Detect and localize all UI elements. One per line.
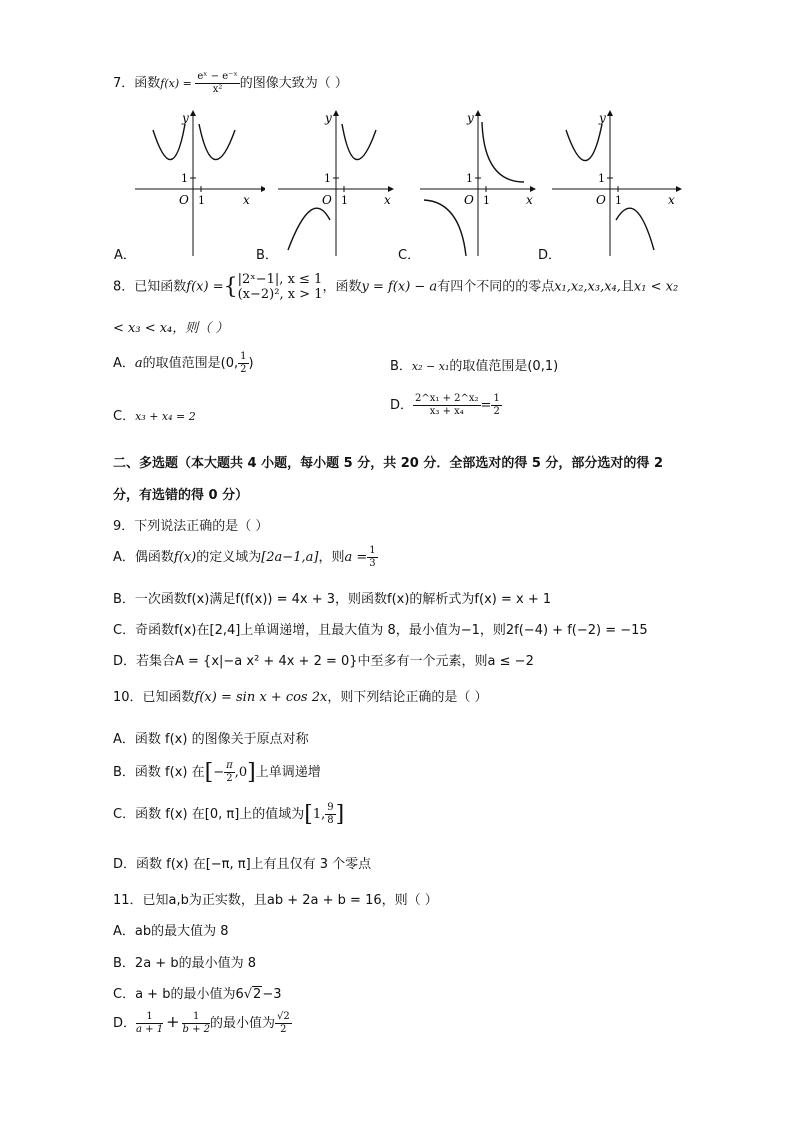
q8-stem-post: 有四个不同的的零点: [437, 279, 555, 295]
y-label: y: [182, 111, 189, 125]
q8-d-result-den: 2: [493, 406, 500, 417]
q8-a-close: ): [248, 356, 254, 371]
q8-d-den: x₃ + x₄: [429, 406, 464, 417]
q10-b-post: 上单调递增: [255, 765, 321, 780]
q9-stem: 9．下列说法正确的是（ ）: [113, 519, 269, 534]
q8-brace: {: [223, 274, 238, 300]
q7-function-label: f(x) =: [160, 77, 196, 90]
q8-b-label: B．: [390, 359, 412, 374]
q11-d-text: 的最小值为: [209, 1016, 275, 1031]
q8-stem-prefix: 8．已知函数: [113, 279, 187, 295]
q8-option-d: [390, 394, 502, 417]
x-tick-one: 1: [483, 194, 490, 207]
curve-left: [566, 124, 602, 161]
q8-d-result-num: 1: [493, 393, 500, 404]
q7-fraction-numerator: eˣ − e⁻ˣ: [197, 71, 238, 82]
curve-left: [424, 200, 466, 256]
q8-cases: [238, 272, 323, 302]
q7-option-c: C．: [398, 248, 421, 263]
q11-c-pre: C．a + b的最小值为6: [113, 987, 244, 1002]
q8-c-label: C．: [113, 409, 136, 424]
q8-a-var: a: [134, 356, 143, 371]
q8-option-c: [113, 405, 196, 424]
q11-option-d: [113, 1012, 292, 1035]
q10-stem: [113, 686, 487, 705]
q10-b-tail: ,0: [234, 765, 248, 780]
x-label: x: [526, 193, 533, 207]
q10-b-open-bracket: [: [204, 760, 214, 785]
q9-a-fx: f(x): [173, 550, 197, 565]
q8-a-den: 2: [240, 364, 247, 375]
q8-stem-line1: [113, 272, 678, 302]
q11-d-frac2-num: 1: [182, 1012, 210, 1024]
graph-d: [552, 108, 682, 256]
q10-c-num: 9: [327, 802, 334, 813]
q11-option-b: B．2a + b的最小值为 8: [113, 956, 256, 971]
q8-a-label: A．: [113, 356, 135, 371]
curve-left: [153, 124, 185, 160]
q11-d-result: [275, 1012, 292, 1035]
q8-option-a: [113, 352, 254, 375]
q7-option-d: D．: [538, 248, 562, 263]
q11-d-frac1-den: a + 1: [136, 1024, 164, 1035]
q8-c-text: x₃ + x₄ = 2: [135, 410, 196, 423]
q11-c-post: −3: [262, 987, 282, 1002]
q11-c-sqrt-content: 2: [253, 987, 262, 1002]
q8-case-1: |2ˣ−1|, x ≤ 1: [237, 272, 323, 287]
q8-a-fraction: [238, 352, 248, 375]
q10-c-den: 8: [327, 815, 334, 826]
q7-fraction: [195, 72, 239, 95]
q10-c-fraction: [325, 803, 335, 826]
q11-d-frac2: [182, 1012, 210, 1035]
q9-a-domain: [2a−1,a]: [261, 550, 319, 565]
origin-label: O: [464, 193, 474, 207]
q11-d-frac2-den: b + 2: [182, 1024, 210, 1035]
q11-c-radical: √: [243, 987, 253, 1002]
q10-option-d: D．函数 f(x) 在[−π, π]上有且仅有 3 个零点: [113, 857, 372, 872]
curve-right: [199, 124, 235, 160]
curve-right: [616, 208, 654, 250]
q7-option-a: A．: [114, 248, 136, 263]
q10-stem-post: ，则下列结论正确的是（ ）: [327, 690, 488, 705]
q8-b-var: x₂ − x₁: [411, 360, 450, 373]
x-tick-one: 1: [198, 194, 205, 207]
q8-zeros: x₁,x₂,x₃,x₄,: [554, 279, 621, 295]
q8-d-equals: =: [480, 398, 492, 413]
section2-header-line1: 二、多选题（本大题共 4 小题，每小题 5 分，共 20 分．全部选对的得 5 分，部分选对的得 2: [113, 456, 664, 471]
q10-c-open-bracket: [: [304, 802, 313, 827]
q8-order: x₁ < x₂: [633, 279, 679, 295]
q8-d-num: 2^x₁ + 2^x₂: [415, 393, 479, 404]
q11-d-plus: +: [166, 1012, 180, 1031]
x-tick-one: 1: [615, 194, 622, 207]
q9-a-pre: A．偶函数: [113, 550, 174, 565]
q10-b-minus: −: [213, 765, 225, 780]
y-label: y: [599, 111, 606, 125]
y-tick-one: 1: [181, 172, 188, 185]
q8-stem-line2: < x₃ < x₄，则（ ）: [113, 321, 229, 336]
origin-label: O: [179, 193, 189, 207]
q10-stem-pre: 10．已知函数: [113, 690, 195, 705]
q9-a-den: 3: [369, 558, 376, 569]
q7-stem-prefix: 7．函数: [113, 76, 161, 91]
q10-b-close-bracket: ]: [247, 760, 256, 785]
y-axis-arrow: [190, 110, 196, 116]
q10-b-num: π: [226, 760, 233, 771]
q7-fraction-denominator: x²: [212, 84, 223, 95]
x-label: x: [668, 193, 675, 207]
q10-option-a: A．函数 f(x) 的图像关于原点对称: [113, 732, 309, 747]
q8-b-text: 的取值范围是(0,1): [449, 359, 559, 374]
q9-a-then: ，则: [318, 550, 345, 565]
q10-c-pre: C．函数 f(x) 在[0, π]上的值域为: [113, 807, 305, 822]
q8-case-2: (x−2)², x > 1: [237, 287, 323, 302]
q8-a-text: 的取值范围是(0,: [142, 356, 239, 371]
q8-a-num: 1: [240, 351, 247, 362]
q8-and: 且: [620, 279, 634, 295]
q7-stem-suffix: 的图像大致为（ ）: [239, 76, 348, 91]
x-label: x: [384, 193, 391, 207]
q11-option-c: [113, 983, 281, 1002]
section2-header-line2: 分，有选错的得 0 分）: [113, 488, 249, 503]
x-label: x: [243, 193, 250, 207]
q11-d-result-num: √2: [277, 1011, 290, 1022]
q9-option-d: D．若集合A = {x|−a x² + 4x + 2 = 0}中至多有一个元素，则a ≤ −2: [113, 654, 534, 669]
graph-a: [135, 108, 265, 256]
q8-stem-mid: ，函数: [322, 279, 362, 295]
q9-a-fraction: [367, 546, 377, 569]
q8-d-fraction: [413, 394, 481, 417]
origin-label: O: [596, 193, 606, 207]
q8-stem-function: y = f(x) − a: [361, 279, 438, 295]
q8-option-b: [390, 355, 558, 374]
q11-d-frac1-num: 1: [136, 1012, 163, 1024]
q10-c-one: 1,: [312, 807, 326, 822]
q9-a-mid: 的定义域为: [196, 550, 262, 565]
q11-option-a: A．ab的最大值为 8: [113, 924, 229, 939]
q8-function-label: f(x) =: [186, 279, 224, 295]
q11-d-result-den: 2: [280, 1024, 287, 1035]
curve-right: [342, 124, 376, 160]
graph-b: [278, 108, 408, 256]
x-tick-one: 1: [341, 194, 348, 207]
graph-c: [420, 108, 550, 256]
q10-b-fraction: [224, 761, 235, 784]
q9-option-c: C．奇函数f(x)在[2,4]上单调递增，且最大值为 8，最小值为−1，则2f(−4) + f(−2) = −15: [113, 623, 648, 638]
y-label: y: [325, 111, 332, 125]
q8-d-result: [491, 394, 501, 417]
q10-option-b: [113, 760, 321, 785]
q7-option-b: B．: [256, 248, 278, 263]
q10-option-c: [113, 802, 344, 827]
y-tick-one: 1: [466, 172, 473, 185]
q10-stem-fn: f(x) = sin x + cos 2x: [194, 690, 328, 705]
origin-label: O: [322, 193, 332, 207]
q9-a-var: a =: [344, 550, 368, 565]
q9-a-num: 1: [369, 545, 376, 556]
q11-d-frac1: [136, 1012, 163, 1035]
q10-c-close-bracket: ]: [335, 802, 345, 827]
q11-d-label: D．: [113, 1016, 137, 1031]
q10-b-pre: B．函数 f(x) 在: [113, 765, 205, 780]
x-axis-arrow: [261, 186, 265, 192]
curve-right: [482, 122, 524, 182]
q7-stem: [113, 72, 348, 95]
y-tick-one: 1: [324, 172, 331, 185]
y-tick-one: 1: [598, 172, 605, 185]
q9-option-a: [113, 546, 378, 569]
curve-left: [288, 208, 330, 250]
q9-option-b: B．一次函数f(x)满足f(f(x)) = 4x + 3，则函数f(x)的解析式为f(x) = x + 1: [113, 592, 552, 607]
y-label: y: [467, 111, 474, 125]
q11-stem: 11．已知a,b为正实数，且ab + 2a + b = 16，则（ ）: [113, 893, 438, 908]
q10-b-den: 2: [226, 773, 233, 784]
q8-d-label: D．: [390, 398, 414, 413]
